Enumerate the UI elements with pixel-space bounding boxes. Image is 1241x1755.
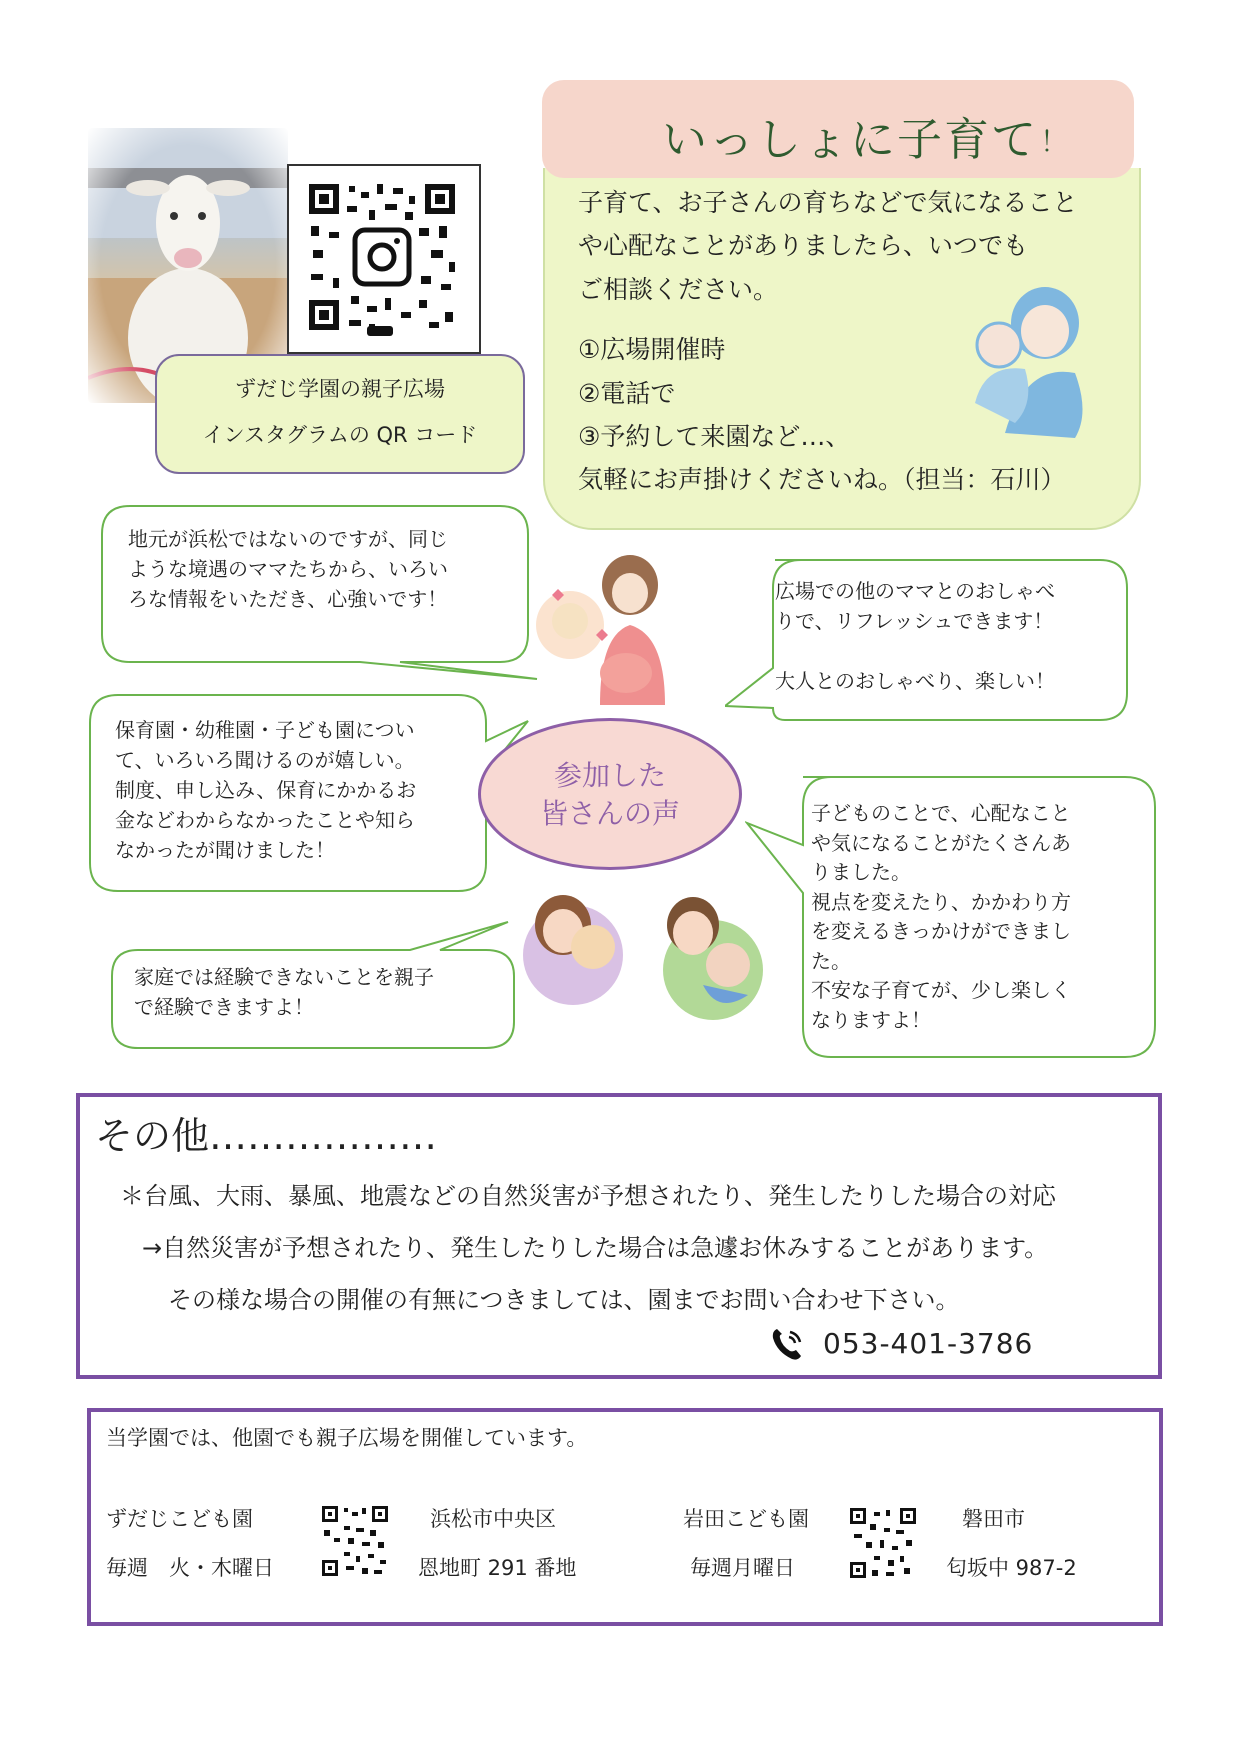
voice-2-line: 広場での他のママとのおしゃべ — [775, 579, 1055, 603]
branch-b-name: 岩田こども園 — [683, 1507, 809, 1531]
voice-3-line: 保育園・幼稚園・子ども園につい — [115, 718, 415, 742]
branch-b-city: 磐田市 — [962, 1507, 1025, 1531]
branch-b-days: 毎週月曜日 — [690, 1556, 795, 1580]
mother-baby-illustration — [965, 283, 1095, 443]
instagram-caption-line2: インスタグラムの QR コード — [202, 423, 478, 447]
voice-5-line: で経験できますよ！ — [134, 995, 314, 1019]
voice-2-line: りで、リフレッシュできます！ — [775, 609, 1054, 633]
voice-5 — [134, 962, 434, 1022]
voice-4-line: を変えるきっかけができまし — [811, 919, 1071, 943]
voice-4-line: や気になることがたくさんあ — [811, 830, 1071, 855]
phone-icon — [768, 1326, 806, 1364]
pregnant-mother-illustration — [530, 555, 680, 705]
branch-a-address: 恩地町 291 番地 — [418, 1556, 577, 1580]
voice-4 — [811, 799, 1071, 1035]
voice-1-line: ような境遇のママたちから、いろい — [128, 557, 448, 581]
consult-line-1: 子育て、お子さんの育ちなどで気になること — [578, 188, 1078, 217]
voice-3 — [115, 715, 416, 865]
branch-a-city: 浜松市中央区 — [430, 1507, 556, 1531]
voices-center-line2: 皆さんの声 — [539, 797, 680, 830]
instagram-caption — [155, 354, 525, 474]
voice-4-line: りました。 — [811, 860, 911, 884]
consult-line-7: 気軽にお声掛けくださいね。（担当：石川） — [578, 465, 1066, 494]
branch-b-qr-code[interactable] — [848, 1506, 918, 1580]
voice-4-line: 不安な子育てが、少し楽しく — [811, 978, 1071, 1002]
voice-5-line: 家庭では経験できないことを親子 — [134, 965, 434, 989]
voice-1-line: ろな情報をいただき、心強いです！ — [128, 587, 448, 611]
instagram-caption-line1: ずだじ学園の親子広場 — [235, 377, 445, 401]
voice-3-line: なかったが聞けました！ — [115, 838, 335, 862]
voice-4-line: 子どものことで、心配なこと — [811, 801, 1071, 825]
consult-line-6: ③予約して来園など…、 — [578, 422, 851, 451]
voice-1-line: 地元が浜松ではないのですが、同じ — [128, 527, 448, 551]
voice-3-line: 制度、申し込み、保育にかかるお — [115, 778, 417, 802]
instagram-qr-code[interactable] — [287, 164, 481, 354]
voice-4-line: 視点を変えたり、かかわり方 — [811, 889, 1071, 914]
branch-a-days: 毎週 火・木曜日 — [106, 1556, 274, 1580]
voice-1 — [128, 524, 448, 614]
branches-intro: 当学園では、他園でも親子広場を開催しています。 — [106, 1426, 588, 1450]
voice-3-line: 金などわからなかったことや知ら — [115, 808, 415, 832]
other-line-3: その様な場合の開催の有無につきましては、園までお問い合わせ下さい。 — [168, 1286, 960, 1314]
voice-4-line: た。 — [811, 948, 851, 973]
voice-3-line: て、いろいろ聞けるのが嬉しい。 — [115, 748, 415, 772]
consult-line-4: ①広場開催時 — [578, 335, 726, 364]
other-line-2: →自然災害が予想されたり、発生したりした場合は急遽お休みすることがあります。 — [142, 1234, 1049, 1262]
consult-heading: いっしょに子育て — [662, 113, 1039, 166]
other-title: その他……………… — [95, 1114, 438, 1158]
branch-a-qr-code[interactable] — [320, 1504, 390, 1578]
voices-center-line1: 参加した — [553, 759, 666, 792]
branch-a-name: ずだじこども園 — [106, 1507, 253, 1531]
consult-line-3: ご相談ください。 — [578, 275, 779, 304]
other-line-1: ＊台風、大雨、暴風、地震などの自然災害が予想されたり、発生したりした場合の対応 — [120, 1182, 1056, 1210]
voice-2 — [775, 576, 1055, 696]
consult-heading-exclamation: ！ — [1040, 125, 1069, 158]
family-illustration — [518, 885, 768, 1025]
consult-line-5: ②電話で — [578, 379, 676, 408]
consult-line-2: や心配なことがありましたら、いつでも — [578, 231, 1029, 260]
phone-number[interactable]: 053-401-3786 — [823, 1327, 1034, 1360]
branch-b-address: 匂坂中 987-2 — [946, 1556, 1077, 1580]
voice-4-line: なりますよ！ — [811, 1007, 931, 1032]
voice-2-spacer — [775, 636, 1055, 666]
voice-2-line: 大人とのおしゃべり、楽しい！ — [775, 669, 1055, 693]
voices-center-label — [478, 718, 742, 870]
